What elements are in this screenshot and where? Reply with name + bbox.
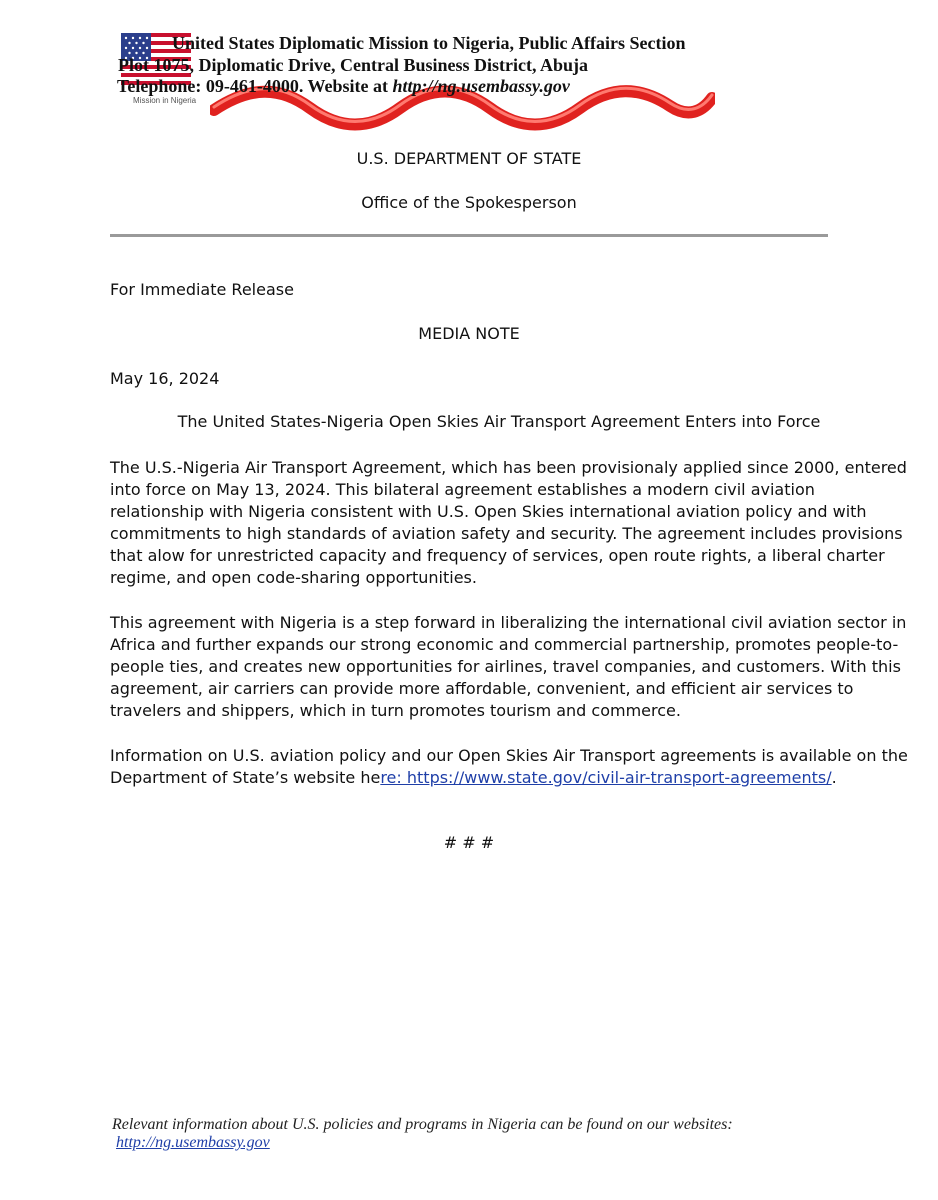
release-label: For Immediate Release [110,280,294,299]
civil-air-transport-link[interactable]: re: https://www.state.gov/civil-air-transport-agreements/ [380,768,832,787]
letterhead-mission-name: United States Diplomatic Mission to Nigeria, Public Affairs Section [172,33,686,53]
office-title: Office of the Spokesperson [361,193,577,212]
letterhead-address: Plot 1075, Diplomatic Drive, Central Business District, Abuja [118,55,588,75]
letterhead-telephone: Telephone: 09-461-4000. Website at [117,76,393,96]
paragraph-3-end: . [831,768,837,787]
end-mark: # # # [443,833,495,852]
body-paragraph-3 [110,745,910,789]
header-divider [110,234,828,237]
body-paragraph-1: The U.S.-Nigeria Air Transport Agreement, which has been provisionaly applied since 2000, entered into force on May 13, 2024. This bilateral agreement establishes a modern civil aviation relationship with Nigeria consistent with U.S. Open Skies international aviation policy and with commitments to high standards of aviation safety and security. The agreement includes provisions that alow for unrestricted capacity and frequency of services, open route rights, a liberal charter regime, and open code-sharing opportunities. [110,458,907,587]
body-paragraph-2: This agreement with Nigeria is a step forward in liberalizing the international civil aviation sector in Africa and further expands our strong economic and commercial partnership, promotes people-to-people ties, and creates new opportunities for airlines, travel companies, and customers. With this agreement, air carriers can provide more affordable, convenient, and efficient air services to travelers and shippers, which in turn promotes tourism and commerce. [110,613,907,720]
paragraph-3-text: Information on U.S. aviation policy and our Open Skies Air Transport agreements is available on the Department of State’s website he [110,746,908,787]
letterhead-contact [117,76,570,96]
letterhead-website-link[interactable]: http://ng.usembassy.gov [392,76,570,96]
media-note-label: MEDIA NOTE [418,324,520,343]
press-headline: The United States-Nigeria Open Skies Air Transport Agreement Enters into Force [177,412,821,431]
logo-caption: Mission in Nigeria [133,96,197,105]
footer-website-link[interactable]: http://ng.usembassy.gov [116,1134,270,1151]
department-title: U.S. DEPARTMENT OF STATE [356,149,582,168]
release-date: May 16, 2024 [110,369,220,388]
letterhead [0,0,938,140]
footer-note: Relevant information about U.S. policies and programs in Nigeria can be found on our websites: [112,1116,733,1133]
